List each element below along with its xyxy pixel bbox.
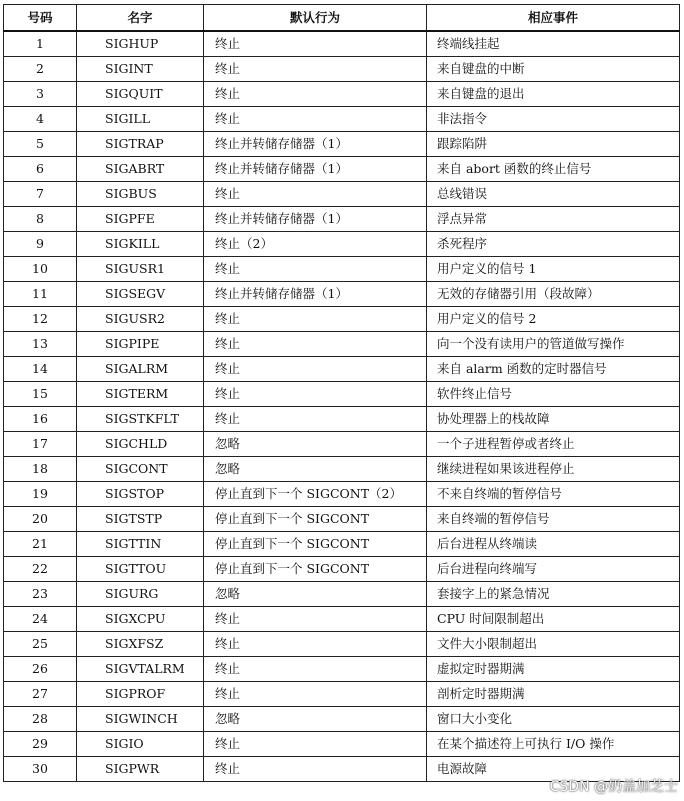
cell-number: 19: [4, 482, 77, 507]
cell-event: 来自终端的暂停信号: [427, 507, 680, 532]
cell-number: 9: [4, 232, 77, 257]
cell-event: 总线错误: [427, 182, 680, 207]
table-row: [4, 232, 680, 257]
cell-signal-name: SIGWINCH: [77, 707, 204, 732]
cell-number: 1: [4, 31, 77, 57]
cell-event: 终端线挂起: [427, 31, 680, 57]
table-row: [4, 557, 680, 582]
cell-event: 无效的存储器引用（段故障）: [427, 282, 680, 307]
cell-number: 6: [4, 157, 77, 182]
cell-event: 套接字上的紧急情况: [427, 582, 680, 607]
cell-signal-name: SIGTERM: [77, 382, 204, 407]
cell-default-action: 终止: [204, 732, 427, 757]
cell-default-action: 终止: [204, 357, 427, 382]
cell-signal-name: SIGXFSZ: [77, 632, 204, 657]
table-row: [4, 31, 680, 57]
cell-default-action: 终止并转储存储器（1）: [204, 282, 427, 307]
cell-signal-name: SIGSTKFLT: [77, 407, 204, 432]
cell-signal-name: SIGPWR: [77, 757, 204, 782]
cell-signal-name: SIGTTOU: [77, 557, 204, 582]
header-default-action: 默认行为: [204, 5, 427, 32]
cell-default-action: 终止并转储存储器（1）: [204, 132, 427, 157]
cell-default-action: 停止直到下一个 SIGCONT: [204, 557, 427, 582]
cell-signal-name: SIGUSR1: [77, 257, 204, 282]
cell-signal-name: SIGUSR2: [77, 307, 204, 332]
cell-event: 跟踪陷阱: [427, 132, 680, 157]
cell-number: 27: [4, 682, 77, 707]
cell-number: 11: [4, 282, 77, 307]
cell-number: 24: [4, 607, 77, 632]
table-row: [4, 532, 680, 557]
cell-number: 29: [4, 732, 77, 757]
cell-number: 23: [4, 582, 77, 607]
cell-event: 用户定义的信号 1: [427, 257, 680, 282]
cell-event: 软件终止信号: [427, 382, 680, 407]
cell-event: 向一个没有读用户的管道做写操作: [427, 332, 680, 357]
cell-default-action: 终止: [204, 607, 427, 632]
cell-signal-name: SIGSEGV: [77, 282, 204, 307]
cell-event: 不来自终端的暂停信号: [427, 482, 680, 507]
cell-number: 7: [4, 182, 77, 207]
cell-signal-name: SIGHUP: [77, 31, 204, 57]
cell-event: 窗口大小变化: [427, 707, 680, 732]
cell-signal-name: SIGALRM: [77, 357, 204, 382]
cell-number: 18: [4, 457, 77, 482]
cell-default-action: 停止直到下一个 SIGCONT（2）: [204, 482, 427, 507]
cell-number: 25: [4, 632, 77, 657]
cell-number: 2: [4, 57, 77, 82]
cell-number: 26: [4, 657, 77, 682]
table-row: [4, 182, 680, 207]
table-row: [4, 357, 680, 382]
cell-number: 13: [4, 332, 77, 357]
cell-default-action: 终止: [204, 57, 427, 82]
watermark: CSDN @奶盖加芝士: [549, 779, 678, 795]
cell-event: 一个子进程暂停或者终止: [427, 432, 680, 457]
cell-default-action: 终止: [204, 257, 427, 282]
header-event: 相应事件: [427, 5, 680, 32]
table-row: [4, 707, 680, 732]
cell-event: 杀死程序: [427, 232, 680, 257]
cell-number: 10: [4, 257, 77, 282]
table-header: [4, 5, 680, 32]
table-row: [4, 482, 680, 507]
table-row: [4, 657, 680, 682]
header-row: [4, 5, 680, 32]
cell-event: 来自键盘的中断: [427, 57, 680, 82]
cell-number: 16: [4, 407, 77, 432]
table-row: [4, 257, 680, 282]
signal-table: [3, 4, 680, 782]
cell-signal-name: SIGILL: [77, 107, 204, 132]
cell-default-action: 终止（2）: [204, 232, 427, 257]
header-name: 名字: [77, 5, 204, 32]
cell-number: 12: [4, 307, 77, 332]
cell-event: 在某个描述符上可执行 I/O 操作: [427, 732, 680, 757]
table-row: [4, 382, 680, 407]
cell-default-action: 停止直到下一个 SIGCONT: [204, 532, 427, 557]
cell-default-action: 忽略: [204, 707, 427, 732]
cell-default-action: 终止: [204, 757, 427, 782]
cell-event: 继续进程如果该进程停止: [427, 457, 680, 482]
cell-event: 非法指令: [427, 107, 680, 132]
cell-signal-name: SIGXCPU: [77, 607, 204, 632]
cell-default-action: 终止: [204, 657, 427, 682]
cell-event: 来自 alarm 函数的定时器信号: [427, 357, 680, 382]
cell-number: 28: [4, 707, 77, 732]
cell-signal-name: SIGURG: [77, 582, 204, 607]
cell-signal-name: SIGPFE: [77, 207, 204, 232]
table-row: [4, 457, 680, 482]
table-body: [4, 31, 680, 782]
cell-event: 剖析定时器期满: [427, 682, 680, 707]
cell-number: 8: [4, 207, 77, 232]
cell-signal-name: SIGBUS: [77, 182, 204, 207]
cell-event: 后台进程向终端写: [427, 557, 680, 582]
cell-signal-name: SIGINT: [77, 57, 204, 82]
cell-number: 4: [4, 107, 77, 132]
table-row: [4, 407, 680, 432]
table-row: [4, 507, 680, 532]
table-row: [4, 582, 680, 607]
cell-number: 17: [4, 432, 77, 457]
cell-signal-name: SIGPROF: [77, 682, 204, 707]
cell-number: 14: [4, 357, 77, 382]
table-row: [4, 107, 680, 132]
cell-default-action: 终止: [204, 31, 427, 57]
cell-default-action: 终止: [204, 682, 427, 707]
table-row: [4, 157, 680, 182]
cell-event: 文件大小限制超出: [427, 632, 680, 657]
cell-default-action: 忽略: [204, 457, 427, 482]
table-row: [4, 332, 680, 357]
cell-number: 5: [4, 132, 77, 157]
cell-default-action: 终止并转储存储器（1）: [204, 207, 427, 232]
cell-default-action: 终止: [204, 307, 427, 332]
cell-signal-name: SIGSTOP: [77, 482, 204, 507]
cell-signal-name: SIGQUIT: [77, 82, 204, 107]
cell-default-action: 终止: [204, 382, 427, 407]
cell-event: 来自键盘的退出: [427, 82, 680, 107]
cell-event: 虚拟定时器期满: [427, 657, 680, 682]
cell-default-action: 终止: [204, 407, 427, 432]
table-row: [4, 682, 680, 707]
table-row: [4, 732, 680, 757]
cell-event: 用户定义的信号 2: [427, 307, 680, 332]
cell-number: 22: [4, 557, 77, 582]
cell-number: 20: [4, 507, 77, 532]
cell-signal-name: SIGTRAP: [77, 132, 204, 157]
cell-event: 浮点异常: [427, 207, 680, 232]
cell-default-action: 终止: [204, 82, 427, 107]
table-row: [4, 632, 680, 657]
cell-event: 来自 abort 函数的终止信号: [427, 157, 680, 182]
cell-signal-name: SIGTSTP: [77, 507, 204, 532]
table-row: [4, 82, 680, 107]
table-row: [4, 607, 680, 632]
table-row: [4, 307, 680, 332]
cell-signal-name: SIGVTALRM: [77, 657, 204, 682]
cell-number: 30: [4, 757, 77, 782]
header-number: 号码: [4, 5, 77, 32]
cell-default-action: 终止: [204, 182, 427, 207]
cell-signal-name: SIGCONT: [77, 457, 204, 482]
cell-signal-name: SIGTTIN: [77, 532, 204, 557]
table-row: [4, 282, 680, 307]
cell-default-action: 终止: [204, 632, 427, 657]
cell-default-action: 忽略: [204, 432, 427, 457]
cell-default-action: 忽略: [204, 582, 427, 607]
cell-number: 3: [4, 82, 77, 107]
cell-default-action: 终止: [204, 107, 427, 132]
cell-default-action: 停止直到下一个 SIGCONT: [204, 507, 427, 532]
cell-signal-name: SIGKILL: [77, 232, 204, 257]
cell-event: 电源故障: [427, 757, 680, 782]
cell-event: 协处理器上的栈故障: [427, 407, 680, 432]
cell-default-action: 终止: [204, 332, 427, 357]
cell-number: 15: [4, 382, 77, 407]
cell-number: 21: [4, 532, 77, 557]
table-row: [4, 132, 680, 157]
table-row: [4, 207, 680, 232]
cell-signal-name: SIGABRT: [77, 157, 204, 182]
cell-signal-name: SIGCHLD: [77, 432, 204, 457]
table-row: [4, 432, 680, 457]
cell-event: CPU 时间限制超出: [427, 607, 680, 632]
cell-event: 后台进程从终端读: [427, 532, 680, 557]
cell-signal-name: SIGIO: [77, 732, 204, 757]
cell-signal-name: SIGPIPE: [77, 332, 204, 357]
table-row: [4, 57, 680, 82]
cell-default-action: 终止并转储存储器（1）: [204, 157, 427, 182]
